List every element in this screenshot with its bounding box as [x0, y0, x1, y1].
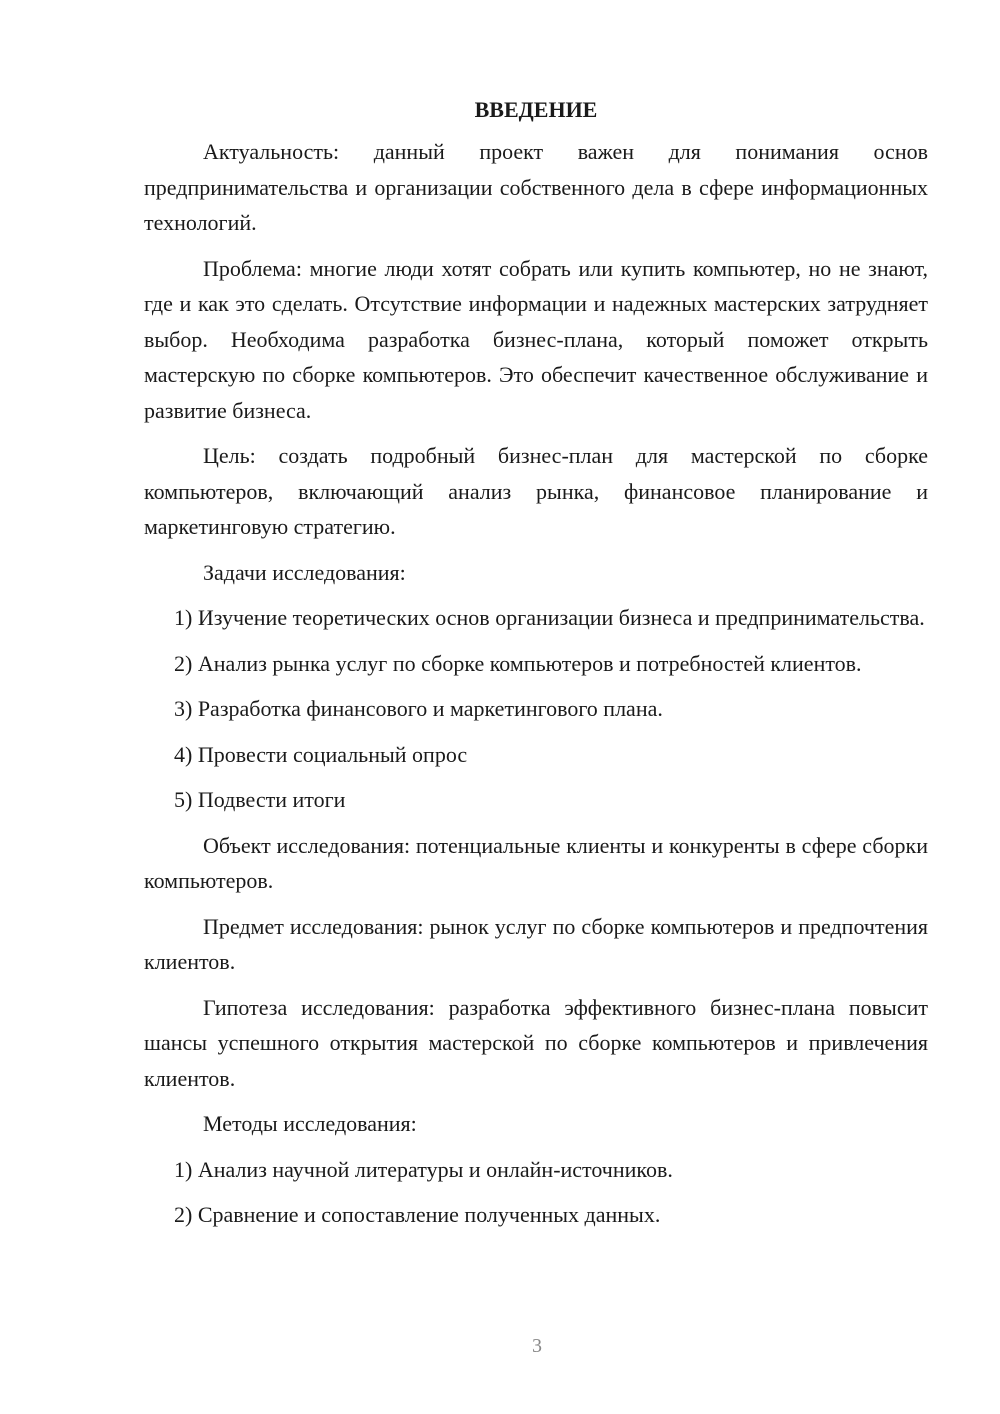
- paragraph-problem: Проблема: многие люди хотят собрать или купить компьютер, но не знают, где и как это сделать. Отсутствие информации и надежных мастерских затрудняет выбор. Необходима разработка бизнес-плана, который поможет открыть мастерскую по сборке компьютеров. Это обеспечит качественное обслуживание и развитие бизнеса.: [144, 255, 928, 423]
- method-item-1: 1) Анализ научной литературы и онлайн-источников.: [174, 1156, 673, 1182]
- paragraph-relevance: Актуальность: данный проект важен для понимания основ предпринимательства и организации собственного дела в сфере информационных технологий.: [144, 139, 928, 235]
- paragraph-tasks-heading: Задачи исследования:: [203, 559, 406, 585]
- paragraph-subject: Предмет исследования: рынок услуг по сборке компьютеров и предпочтения клиентов.: [144, 913, 928, 974]
- task-item-5: 5) Подвести итоги: [174, 787, 346, 812]
- section-title: ВВЕДЕНИЕ: [474, 97, 598, 122]
- paragraph-object: Объект исследования: потенциальные клиенты и конкуренты в сфере сборки компьютеров.: [144, 832, 928, 893]
- page-number: 3: [532, 1335, 542, 1357]
- task-item-4: 4) Провести социальный опрос: [174, 741, 468, 767]
- task-item-1: 1) Изучение теоретических основ организации бизнеса и предпринимательства.: [174, 605, 925, 630]
- paragraph-methods-heading: Методы исследования:: [203, 1111, 417, 1136]
- method-item-2: 2) Сравнение и сопоставление полученных данных.: [174, 1202, 661, 1227]
- task-item-3: 3) Разработка финансового и маркетингового плана.: [174, 696, 663, 721]
- page-content: [144, 92, 928, 1243]
- paragraph-hypothesis: Гипотеза исследования: разработка эффективного бизнес-плана повысит шансы успешного открытия мастерской по сборке компьютеров и привлечения клиентов.: [144, 994, 928, 1091]
- paragraph-goal: Цель: создать подробный бизнес-план для мастерской по сборке компьютеров, включающий анализ рынка, финансовое планирование и маркетинговую стратегию.: [144, 443, 928, 539]
- task-item-2: 2) Анализ рынка услуг по сборке компьютеров и потребностей клиентов.: [174, 650, 862, 676]
